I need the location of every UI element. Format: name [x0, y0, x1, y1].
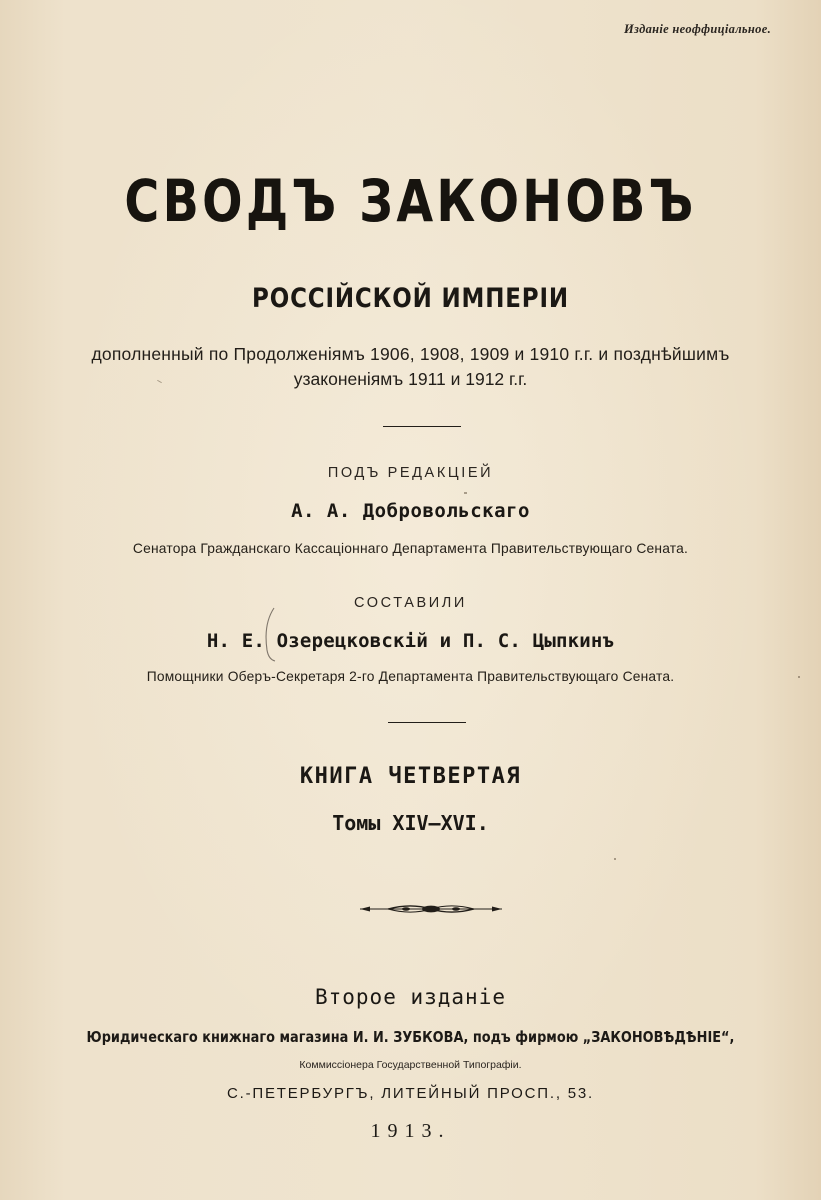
main-title: СВОДЪ ЗАКОНОВЪ: [124, 167, 697, 235]
editor-description: Сенатора Гражданскаго Кассаціоннаго Департамента Правительствующаго Сената.: [132, 541, 689, 556]
compilers-description: Помощники Оберъ-Секретаря 2-го Департамента Правительствующаго Сената.: [146, 669, 675, 684]
book-label: КНИГА ЧЕТВЕРТАЯ: [299, 764, 522, 789]
publication-year: 1913.: [370, 1120, 451, 1142]
divider-rule: [388, 722, 466, 723]
paper-speck: [464, 492, 467, 494]
subtitle: РОССІЙСКОЙ ИМПЕРІИ: [252, 283, 569, 314]
editorship-label: ПОДЪ РЕДАКЦІЕЙ: [327, 465, 494, 481]
editor-name: А. А. Добровольскаго: [291, 500, 530, 522]
unofficial-edition-note: Изданіе неоффиціальное.: [624, 22, 771, 36]
publisher-line: Юридическаго книжнаго магазина И. И. ЗУБКОВА, подъ фирмою „ЗАКОНОВѢДѢНІЕ“,: [86, 1028, 735, 1046]
divider-rule: [383, 426, 461, 427]
compilers-names: Н. Е. Озерецковскій и П. С. Цыпкинъ: [206, 630, 615, 652]
commission-line: Коммиссіонера Государственной Типографіи.: [299, 1059, 522, 1071]
compilers-label: СОСТАВИЛИ: [354, 595, 467, 611]
supplement-line-1: дополненный по Продолженіямъ 1906, 1908, 1909 и 1910 г.г. и позднѣйшимъ: [91, 344, 730, 364]
supplement-line-2: узаконеніямъ 1911 и 1912 г.г.: [293, 369, 528, 389]
paper-speck: [614, 858, 616, 860]
edition-label: Второе изданіе: [314, 985, 506, 1009]
paper-speck: [798, 676, 800, 678]
publisher-address: С.-ПЕТЕРБУРГЪ, ЛИТЕЙНЫЙ ПРОСП., 53.: [226, 1085, 595, 1102]
volumes-label: Томы XIV—XVI.: [332, 811, 489, 835]
ornament-divider: [358, 900, 504, 918]
pencil-mark: [262, 606, 278, 662]
